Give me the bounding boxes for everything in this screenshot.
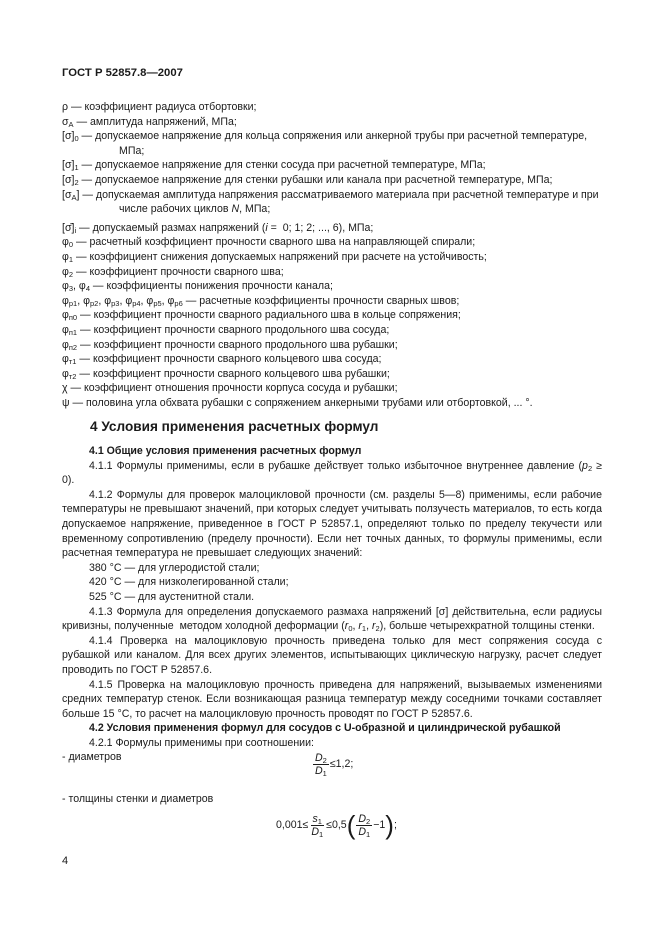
definition-phi-n2: $\varphi_{п2}$ — коэффициент прочности сварного продольного шва рубашки; xyxy=(62,338,398,352)
formula-thickness: 0,001≤ $\frac{s_1}{D_1}$ ≤0,5 ( $\frac{D_2}{D_1}$ −1 ) ; xyxy=(276,810,397,840)
definition-phi-n0: $\varphi_{п0}$ — коэффициент прочности сварного радиального шва в кольце сопряжения; xyxy=(62,309,461,323)
definition-phi-0: $\varphi_0$ — расчетный коэффициент прочности сварного шва на направляющей спирали; xyxy=(62,236,476,250)
paragraph-4-1-5: 4.1.5 Проверка на малоцикловую прочность приведена для напряжений, вызываемых изменениями средних температур стенок. Если возникающая разница температур между соседними точками составляет больше 15 °С, то расчет на малоцикловую прочность проводят по ГОСТ Р 52857.6. xyxy=(62,678,602,720)
condition-diameters-label: - диаметров xyxy=(62,751,122,764)
definition-sigma-1: $[\sigma]_1$ — допускаемое напряжение для стенки сосуда при расчетной температуре, МПа; xyxy=(62,159,486,173)
definition-phi-p: $\varphi_{р1}$, $\varphi_{р2}$, $\varphi_{р3}$, $\varphi_{р4}$, $\varphi_{р5}$, $\varphi_{р6}$ — расчетные коэффициенты прочности сварных швов; xyxy=(62,294,460,308)
definition-sigma-range: $[\sigmā]_i$ — допускаемый размах напряжений (i = 0; 1; 2; ..., 6), МПа; xyxy=(62,221,374,235)
definition-phi-n1: $\varphi_{п1}$ — коэффициент прочности сварного продольного шва сосуда; xyxy=(62,323,390,337)
page-number: 4 xyxy=(62,855,69,867)
temp-limit-austenitic: 525 °С — для аустенитной стали. xyxy=(89,590,255,603)
definition-phi-2: $\varphi_2$ — коэффициент прочности сварного шва; xyxy=(62,265,284,279)
subsection-4-2-title: 4.2 Условия применения формул для сосудов с U-образной и цилиндрической рубашкой xyxy=(89,722,561,735)
definition-sigma-2: $[\sigma]_2$ — допускаемое напряжение для стенки рубашки или канала при расчетной температуре, МПа; xyxy=(62,173,553,187)
definition-phi-1: $\varphi_1$ — коэффициент снижения допускаемых напряжений при расчете на устойчивость; xyxy=(62,250,487,264)
paragraph-4-1-4: 4.1.4 Проверка на малоцикловую прочность приведена только для мест сопряжения сосуда с рубашкой или каналом. Для всех других элементов, испытывающих циклическую нагрузку, расчет следует проводить по ГОСТ Р 52857.6. xyxy=(62,634,602,676)
temp-limit-carbon: 380 °С — для углеродистой стали; xyxy=(89,561,260,574)
definition-psi: ψ — половина угла обхвата рубашки с сопряжением анкерными трубами или отбортовкой, ... °. xyxy=(62,396,533,409)
definition-sigma-a-allow: $[\sigma_A]$ — допускаемая амплитуда напряжения рассматриваемого материала при расчетной температуре и при числе рабочих циклов N, МПа; xyxy=(62,188,599,216)
definition-phi-t1: $\varphi_{т1}$ — коэффициент прочности сварного кольцевого шва сосуда; xyxy=(62,353,382,367)
definition-phi-t2: $\varphi_{т2}$ — коэффициент прочности сварного кольцевого шва рубашки; xyxy=(62,367,390,381)
paragraph-4-1-1: 4.1.1 Формулы применимы, если в рубашке действует только избыточное внутреннее давление $(p_2 \ge 0)$. xyxy=(62,459,602,487)
definition-sigma-0: $[\sigma]_0$ — допускаемое напряжение для кольца сопряжения или анкерной трубы при расчетной температуре, МПа; xyxy=(62,130,588,157)
definitions-list xyxy=(62,100,602,410)
paragraph-4-2-1: 4.2.1 Формулы применимы при соотношении: xyxy=(89,736,314,749)
definition-phi-3-4: $\varphi_3$, $\varphi_4$ — коэффициенты понижения прочности канала; xyxy=(62,280,333,294)
formula-diameters: $\frac{D_2}{D_1}$ ≤1,2; xyxy=(315,752,354,778)
paragraph-4-1-2: 4.1.2 Формулы для проверок малоцикловой прочности (см. разделы 5—8) применимы, если рабочие температуры не превышают значений, при которых следует учитывать ползучесть материалов, то есть когда допускаемое напряжение, приведенное в ГОСТ Р 52857.1, определяют только по пределу текучести или временному сопротивлению (пределу прочности). Если нет точных данных, то формулы применимы, если расчетная температура не превышает следующих значений: xyxy=(62,488,602,560)
document-header: ГОСТ Р 52857.8—2007 xyxy=(62,67,183,79)
subsection-4-1-title: 4.1 Общие условия применения расчетных формул xyxy=(89,445,362,457)
section-body xyxy=(62,444,602,765)
paragraph-4-1-3: 4.1.3 Формула для определения допускаемого размаха напряжений [σ] действительна, если радиусы кривизны, полученные методом холодной деформации ($r_0$, $r_1$, $r_2$), больше четырехкратной толщины стенки. xyxy=(62,605,602,634)
temp-limit-lowalloy: 420 °С — для низколегированной стали; xyxy=(89,576,289,589)
definition-chi: χ — коэффициент отношения прочности корпуса сосуда и рубашки; xyxy=(62,382,398,395)
definition-rho: ρ — коэффициент радиуса отбортовки; xyxy=(62,101,257,113)
definition-sigma-a: $\sigma_A$ — амплитуда напряжений, МПа; xyxy=(62,115,237,129)
section-title: 4 Условия применения расчетных формул xyxy=(90,419,379,434)
condition-thickness-label: - толщины стенки и диаметров xyxy=(62,793,214,805)
